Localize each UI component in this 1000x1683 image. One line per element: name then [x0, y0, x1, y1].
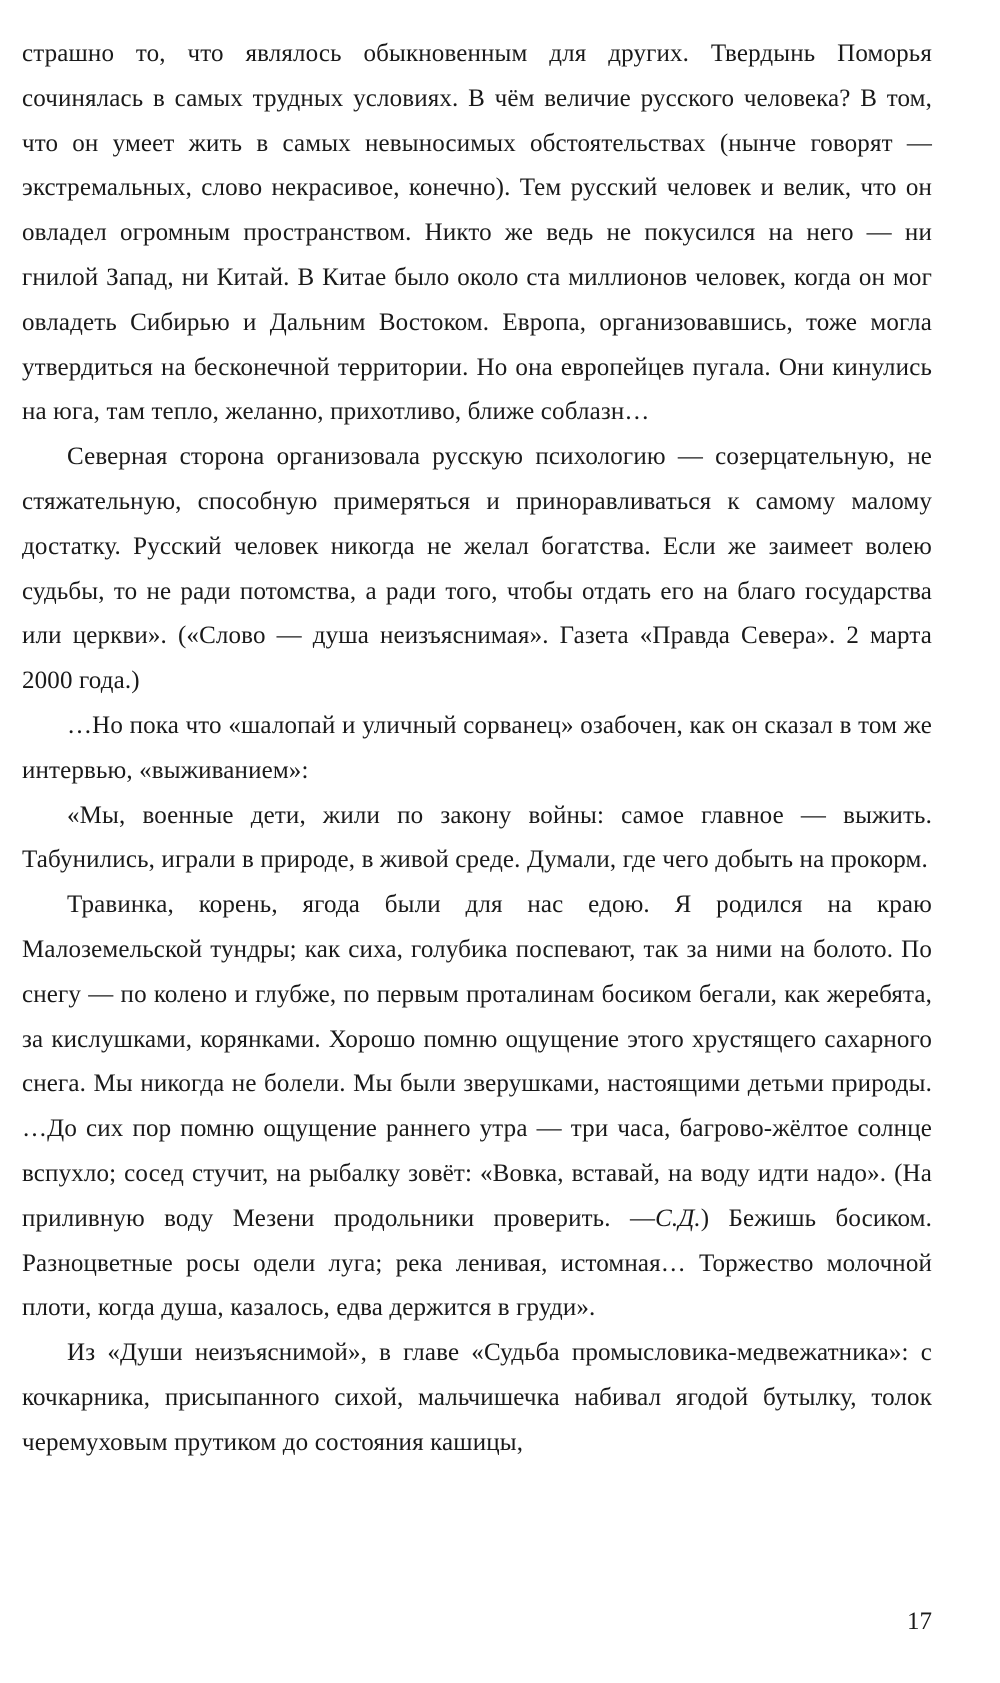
paragraph-2: Северная сторона организовала русскую психологию — созерцательную, не стяжательную, способную примеряться и приноравливаться к самому малому достатку. Русский человек никогда не желал богатства. Если же заимеет волею судьбы, то не ради потомства, а ради того, чтобы отдать его на благо государства или церкви». («Слово — душа неизъяснимая». Газета «Правда Севера». 2 марта 2000 года.) — [22, 443, 932, 695]
paragraph-1: страшно то, что являлось обыкновенным для других. Твердынь Поморья сочинялась в самых трудных условиях. В чём величие русского человека? В том, что он умеет жить в самых невыносимых обстоятельствах (нынче говорят — экстремальных, слово некрасивое, конечно). Тем русский человек и велик, что он овладел огромным пространством. Никто же ведь не покусился на него — ни гнилой Запад, ни Китай. В Китае было около ста миллионов человек, когда он мог овладеть Сибирью и Дальним Востоком. Европа, организовавшись, тоже могла утвердиться на бесконечной территории. Но она европейцев пугала. Они кинулись на юга, там тепло, желанно, прихотливо, ближе соблазн… — [22, 40, 932, 426]
author-initials: С.Д. — [655, 1204, 701, 1232]
paragraph-5-text: Травинка, корень, ягода были для нас едою. Я родился на краю Малоземельской тундры; как сиха, голубика поспевают, так за ними на болото. По снегу — по колено и глубже, по первым проталинам босиком бегали, как жеребята, за кислушками, корянками. Хорошо помню ощущение этого хрустящего сахарного снега. Мы никогда не болели. Мы были зверушками, настоящими детьми природы. …До сих пор помню ощущение раннего утра — три часа, багрово-жёлтое солнце вспухло; сосед стучит, на рыбалку зовёт: «Вовка, вставай, на воду идти надо». (На приливную воду Мезени продольники проверить. — [22, 891, 932, 1232]
paragraph-5-dash: — — [629, 1204, 656, 1232]
paragraph-5 — [22, 883, 932, 1331]
page-number: 17 — [907, 1608, 932, 1635]
paragraph-6: Из «Души неизъяснимой», в главе «Судьба промысловика-медвежатника»: с кочкарника, присыпанного сихой, мальчишечка набивал ягодой бутылку, толок черемуховым прутиком до состояния кашицы, — [22, 1339, 932, 1456]
paragraph-5-tail: ) Бежишь босиком. Разноцветные росы одели луга; река ленивая, истомная… Торжество молочной плоти, когда душа, казалось, едва держится в груди». — [22, 1204, 932, 1322]
paragraph-3: …Но пока что «шалопай и уличный сорванец» озабочен, как он сказал в том же интервью, «выживанием»: — [22, 711, 932, 784]
paragraph-4: «Мы, военные дети, жили по закону войны: самое главное — выжить. Табунились, играли в природе, в живой среде. Думали, где чего добыть на прокорм. — [22, 801, 932, 874]
page-body — [22, 32, 932, 1466]
